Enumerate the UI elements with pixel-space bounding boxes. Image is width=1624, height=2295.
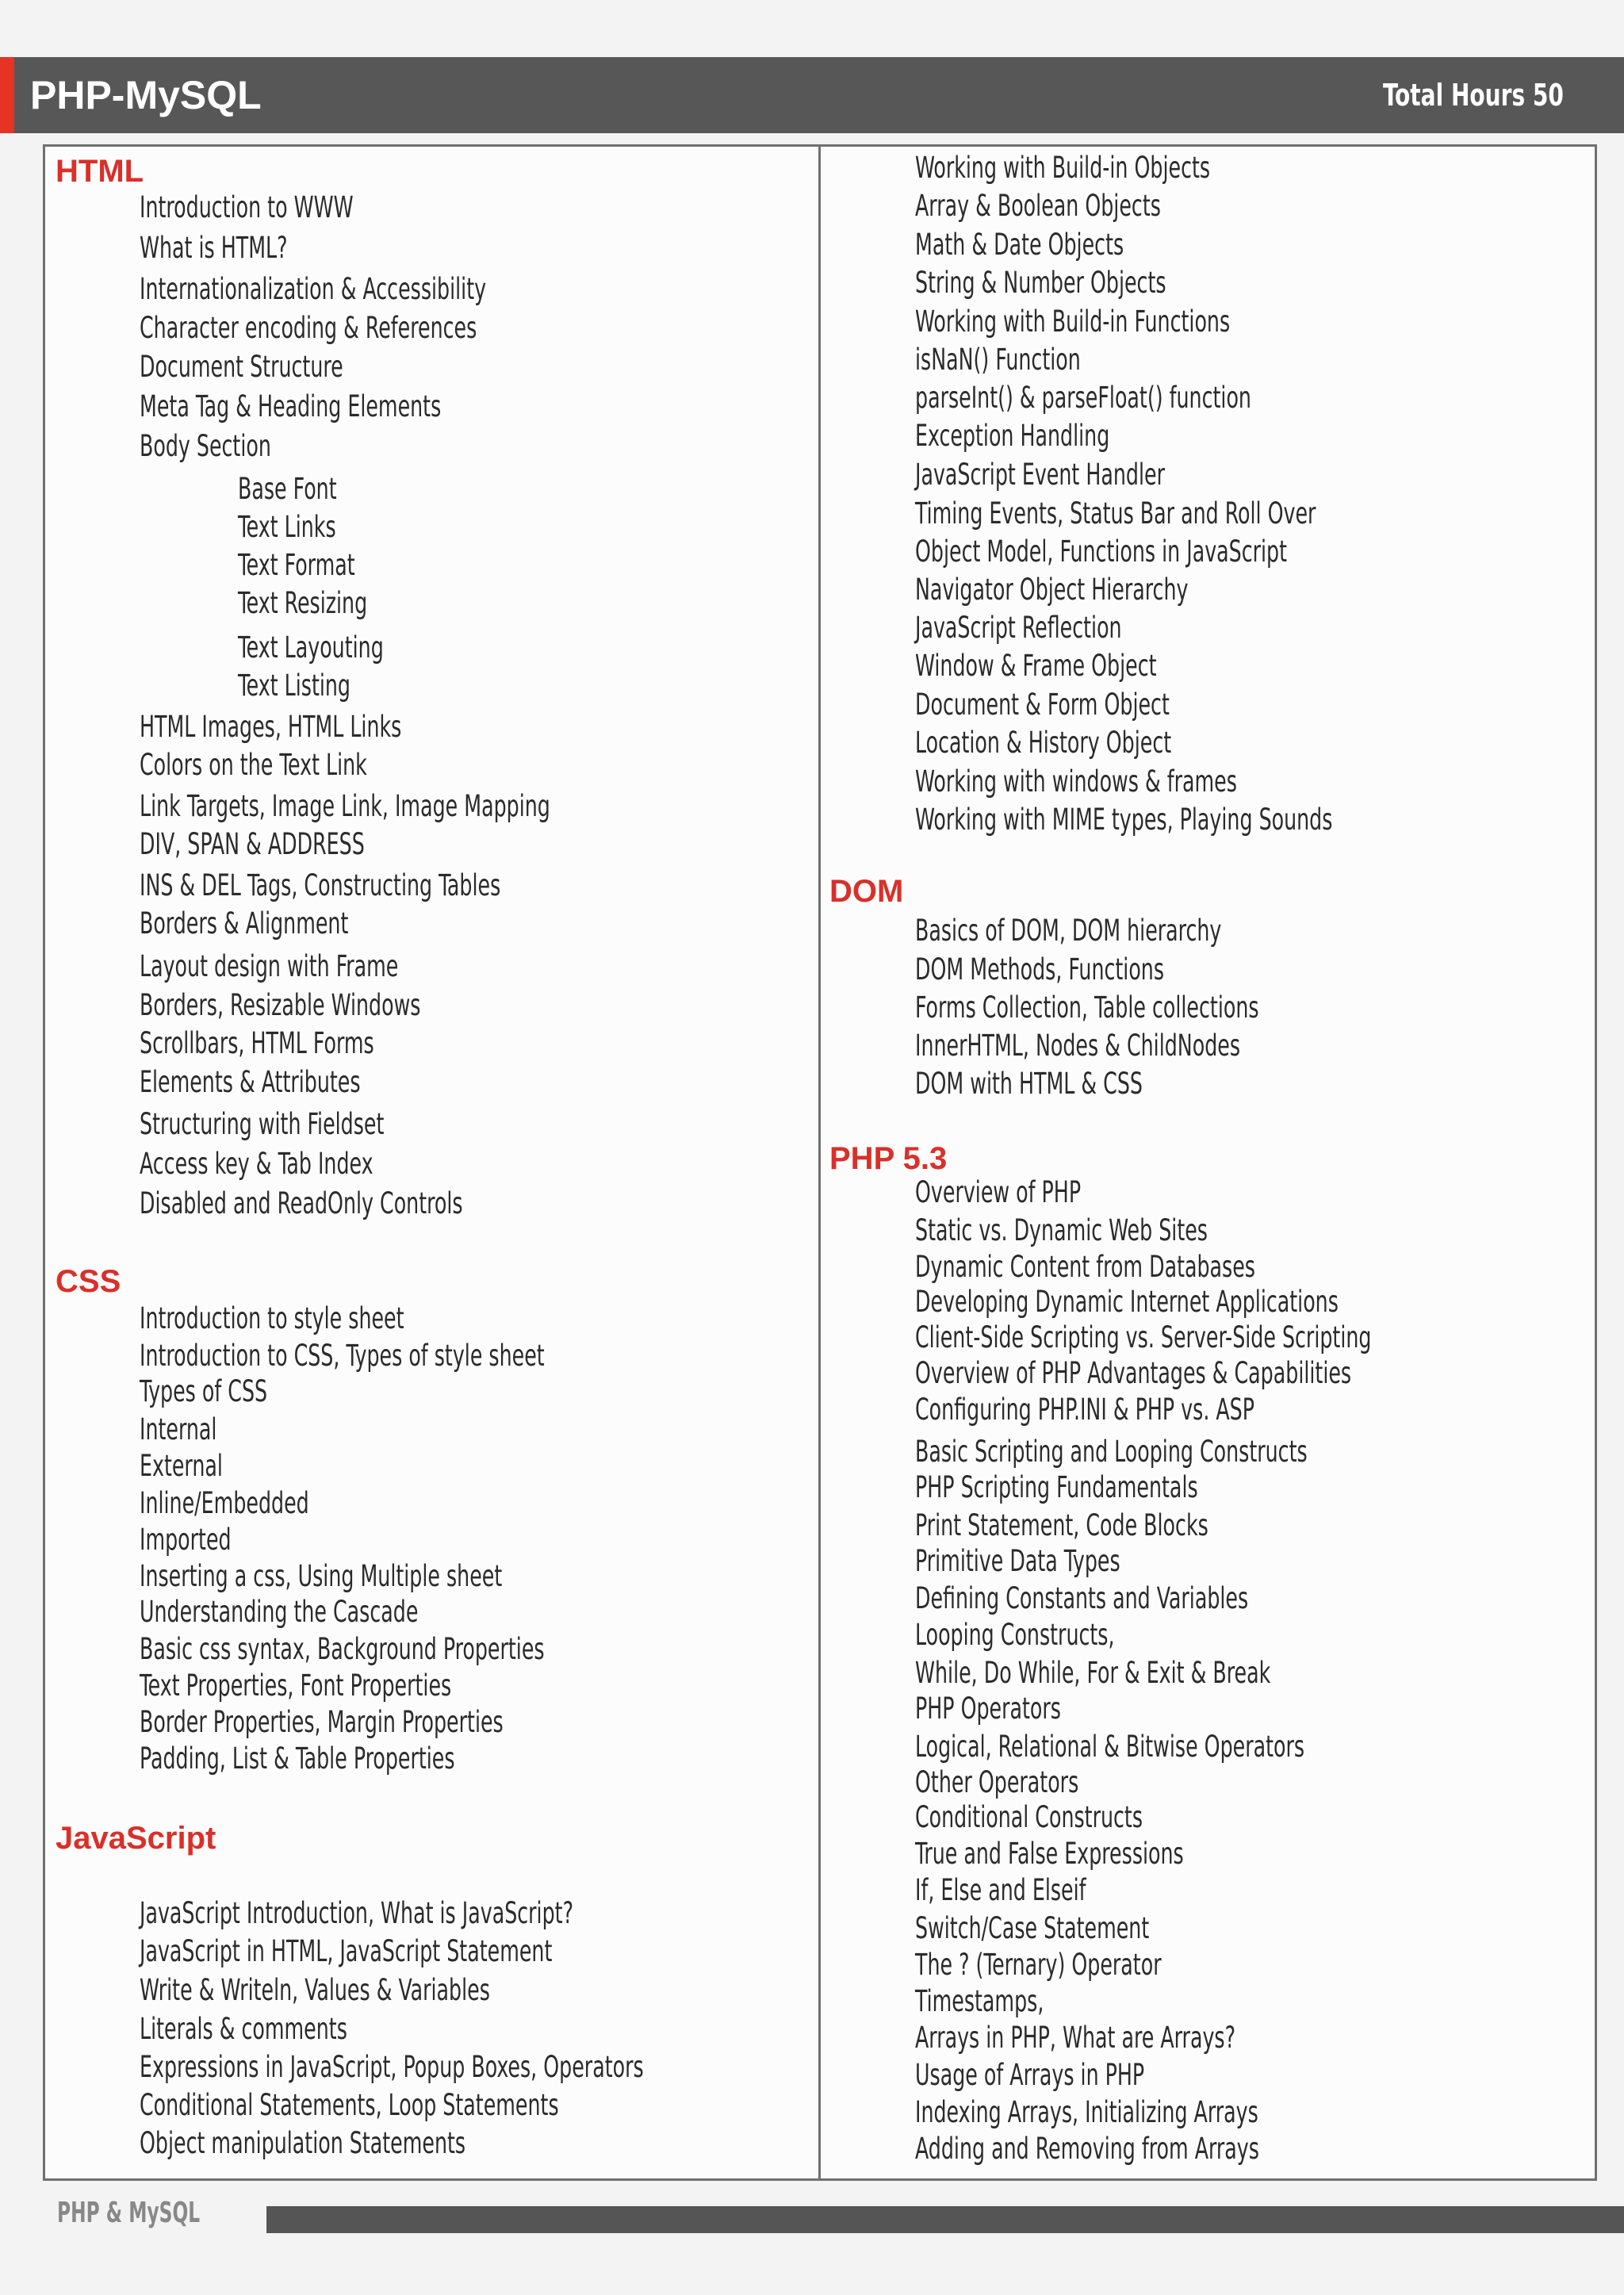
- page-header: [0, 57, 1624, 133]
- topic-item: Exception Handling: [915, 419, 1110, 453]
- topic-item: DOM with HTML & CSS: [915, 1067, 1143, 1101]
- topic-item: Forms Collection, Table collections: [915, 990, 1259, 1025]
- topic-item: Print Statement, Code Blocks: [915, 1508, 1208, 1542]
- topic-item: External: [140, 1449, 223, 1483]
- topic-item: Expressions in JavaScript, Popup Boxes, Operators: [140, 2050, 644, 2084]
- topic-item: Window & Frame Object: [915, 649, 1157, 683]
- total-hours-label: Total Hours 50: [1383, 78, 1564, 113]
- topic-item: Basics of DOM, DOM hierarchy: [915, 914, 1222, 948]
- topic-item: Usage of Arrays in PHP: [915, 2058, 1145, 2092]
- topic-item: Text Resizing: [238, 586, 368, 620]
- topic-item: Disabled and ReadOnly Controls: [140, 1186, 463, 1220]
- topic-item: Write & Writeln, Values & Variables: [140, 1973, 490, 2007]
- topic-item: Conditional Constructs: [915, 1800, 1143, 1834]
- topic-item: Defining Constants and Variables: [915, 1581, 1249, 1615]
- topic-item: Internationalization & Accessibility: [140, 272, 487, 306]
- topic-item: Static vs. Dynamic Web Sites: [915, 1213, 1208, 1247]
- topic-item: Timestamps,: [915, 1984, 1044, 2018]
- topic-item: Borders, Resizable Windows: [140, 988, 421, 1022]
- topic-item: The ? (Ternary) Operator: [915, 1948, 1162, 1982]
- topic-item: DOM Methods, Functions: [915, 952, 1165, 987]
- section-title-php: PHP 5.3: [829, 1141, 948, 1176]
- topic-item: Math & Date Objects: [915, 228, 1124, 262]
- topic-item: Understanding the Cascade: [140, 1595, 419, 1629]
- topic-item: Scrollbars, HTML Forms: [140, 1026, 374, 1060]
- page-title: PHP-MySQL: [30, 73, 262, 117]
- topic-item: Basic css syntax, Background Properties: [140, 1632, 545, 1666]
- topic-item: Indexing Arrays, Initializing Arrays: [915, 2095, 1258, 2129]
- section-title-html: HTML: [56, 154, 144, 189]
- topic-item: parseInt() & parseFloat() function: [915, 381, 1251, 415]
- topic-item: Text Listing: [238, 669, 351, 703]
- topic-item: Base Font: [238, 472, 337, 506]
- topic-item: Text Links: [238, 510, 336, 544]
- topic-item: Client-Side Scripting vs. Server-Side Scripting: [915, 1320, 1372, 1354]
- topic-item: Arrays in PHP, What are Arrays?: [915, 2021, 1236, 2055]
- topic-item: Structuring with Fieldset: [140, 1107, 385, 1141]
- topic-item: HTML Images, HTML Links: [140, 710, 402, 744]
- topic-item: Border Properties, Margin Properties: [140, 1705, 504, 1739]
- topic-item: Working with Build-in Functions: [915, 305, 1231, 339]
- topic-item: If, Else and Elseif: [915, 1873, 1086, 1907]
- column-divider: [818, 144, 821, 2181]
- topic-item: Character encoding & References: [140, 311, 477, 345]
- topic-item: Imported: [140, 1523, 232, 1557]
- topic-item: Location & History Object: [915, 726, 1172, 760]
- topic-item: Working with Build-in Objects: [915, 151, 1211, 185]
- topic-item: JavaScript in HTML, JavaScript Statement: [140, 1934, 553, 1968]
- topic-item: Internal: [140, 1412, 217, 1446]
- topic-item: PHP Operators: [915, 1692, 1061, 1726]
- topic-item: JavaScript Introduction, What is JavaScript?: [140, 1896, 573, 1930]
- topic-item: Introduction to WWW: [140, 190, 354, 224]
- topic-item: Introduction to style sheet: [140, 1301, 404, 1335]
- topic-item: DIV, SPAN & ADDRESS: [140, 827, 365, 861]
- topic-item: Basic Scripting and Looping Constructs: [915, 1435, 1308, 1469]
- topic-item: Navigator Object Hierarchy: [915, 573, 1189, 607]
- topic-item: Document Structure: [140, 350, 343, 384]
- topic-item: Text Format: [238, 548, 355, 582]
- topic-item: Adding and Removing from Arrays: [915, 2132, 1259, 2166]
- topic-item: Link Targets, Image Link, Image Mapping: [140, 789, 550, 823]
- topic-item: Introduction to CSS, Types of style sheet: [140, 1339, 545, 1373]
- topic-item: Borders & Alignment: [140, 906, 349, 941]
- topic-item: Working with windows & frames: [915, 764, 1237, 799]
- topic-item: JavaScript Reflection: [915, 611, 1122, 645]
- section-title-css: CSS: [56, 1264, 121, 1299]
- topic-item: Dynamic Content from Databases: [915, 1250, 1255, 1284]
- topic-item: Working with MIME types, Playing Sounds: [915, 803, 1333, 837]
- topic-item: Body Section: [140, 429, 271, 463]
- topic-item: Access key & Tab Index: [140, 1147, 373, 1181]
- topic-item: Object manipulation Statements: [140, 2126, 466, 2160]
- topic-item: Colors on the Text Link: [140, 748, 367, 782]
- topic-item: What is HTML?: [140, 231, 288, 265]
- topic-item: True and False Expressions: [915, 1837, 1184, 1871]
- topic-item: Meta Tag & Heading Elements: [140, 389, 442, 423]
- footer-bar: [266, 2206, 1624, 2233]
- topic-item: Inline/Embedded: [140, 1486, 309, 1520]
- topic-item: Overview of PHP Advantages & Capabilities: [915, 1356, 1352, 1390]
- topic-item: Text Properties, Font Properties: [140, 1669, 452, 1703]
- topic-item: Inserting a css, Using Multiple sheet: [140, 1559, 503, 1593]
- topic-item: While, Do While, For & Exit & Break: [915, 1656, 1271, 1690]
- topic-item: InnerHTML, Nodes & ChildNodes: [915, 1029, 1241, 1063]
- footer-label: PHP & MySQL: [57, 2197, 201, 2229]
- topic-item: Elements & Attributes: [140, 1065, 361, 1099]
- topic-item: JavaScript Event Handler: [915, 458, 1165, 492]
- header-accent-bar: [0, 57, 14, 133]
- topic-item: INS & DEL Tags, Constructing Tables: [140, 868, 501, 902]
- topic-item: Primitive Data Types: [915, 1544, 1120, 1578]
- topic-item: Timing Events, Status Bar and Roll Over: [915, 496, 1316, 531]
- section-title-dom: DOM: [829, 874, 904, 909]
- topic-item: Logical, Relational & Bitwise Operators: [915, 1730, 1305, 1764]
- topic-item: Developing Dynamic Internet Applications: [915, 1285, 1339, 1319]
- topic-item: Object Model, Functions in JavaScript: [915, 534, 1288, 569]
- topic-item: Types of CSS: [140, 1374, 268, 1408]
- topic-item: PHP Scripting Fundamentals: [915, 1470, 1198, 1504]
- topic-item: Layout design with Frame: [140, 949, 399, 983]
- topic-item: Overview of PHP: [915, 1175, 1082, 1209]
- topic-item: Text Layouting: [238, 630, 384, 665]
- topic-item: Conditional Statements, Loop Statements: [140, 2088, 559, 2122]
- topic-item: Looping Constructs,: [915, 1618, 1115, 1652]
- topic-item: Padding, List & Table Properties: [140, 1741, 455, 1776]
- topic-item: Document & Form Object: [915, 688, 1170, 722]
- topic-item: Other Operators: [915, 1765, 1079, 1799]
- section-title-javascript: JavaScript: [56, 1821, 216, 1856]
- topic-item: isNaN() Function: [915, 343, 1081, 377]
- topic-item: Array & Boolean Objects: [915, 189, 1161, 223]
- topic-item: Configuring PHP.INI & PHP vs. ASP: [915, 1393, 1255, 1427]
- topic-item: Literals & comments: [140, 2012, 347, 2046]
- topic-item: Switch/Case Statement: [915, 1911, 1150, 1945]
- topic-item: String & Number Objects: [915, 266, 1166, 300]
